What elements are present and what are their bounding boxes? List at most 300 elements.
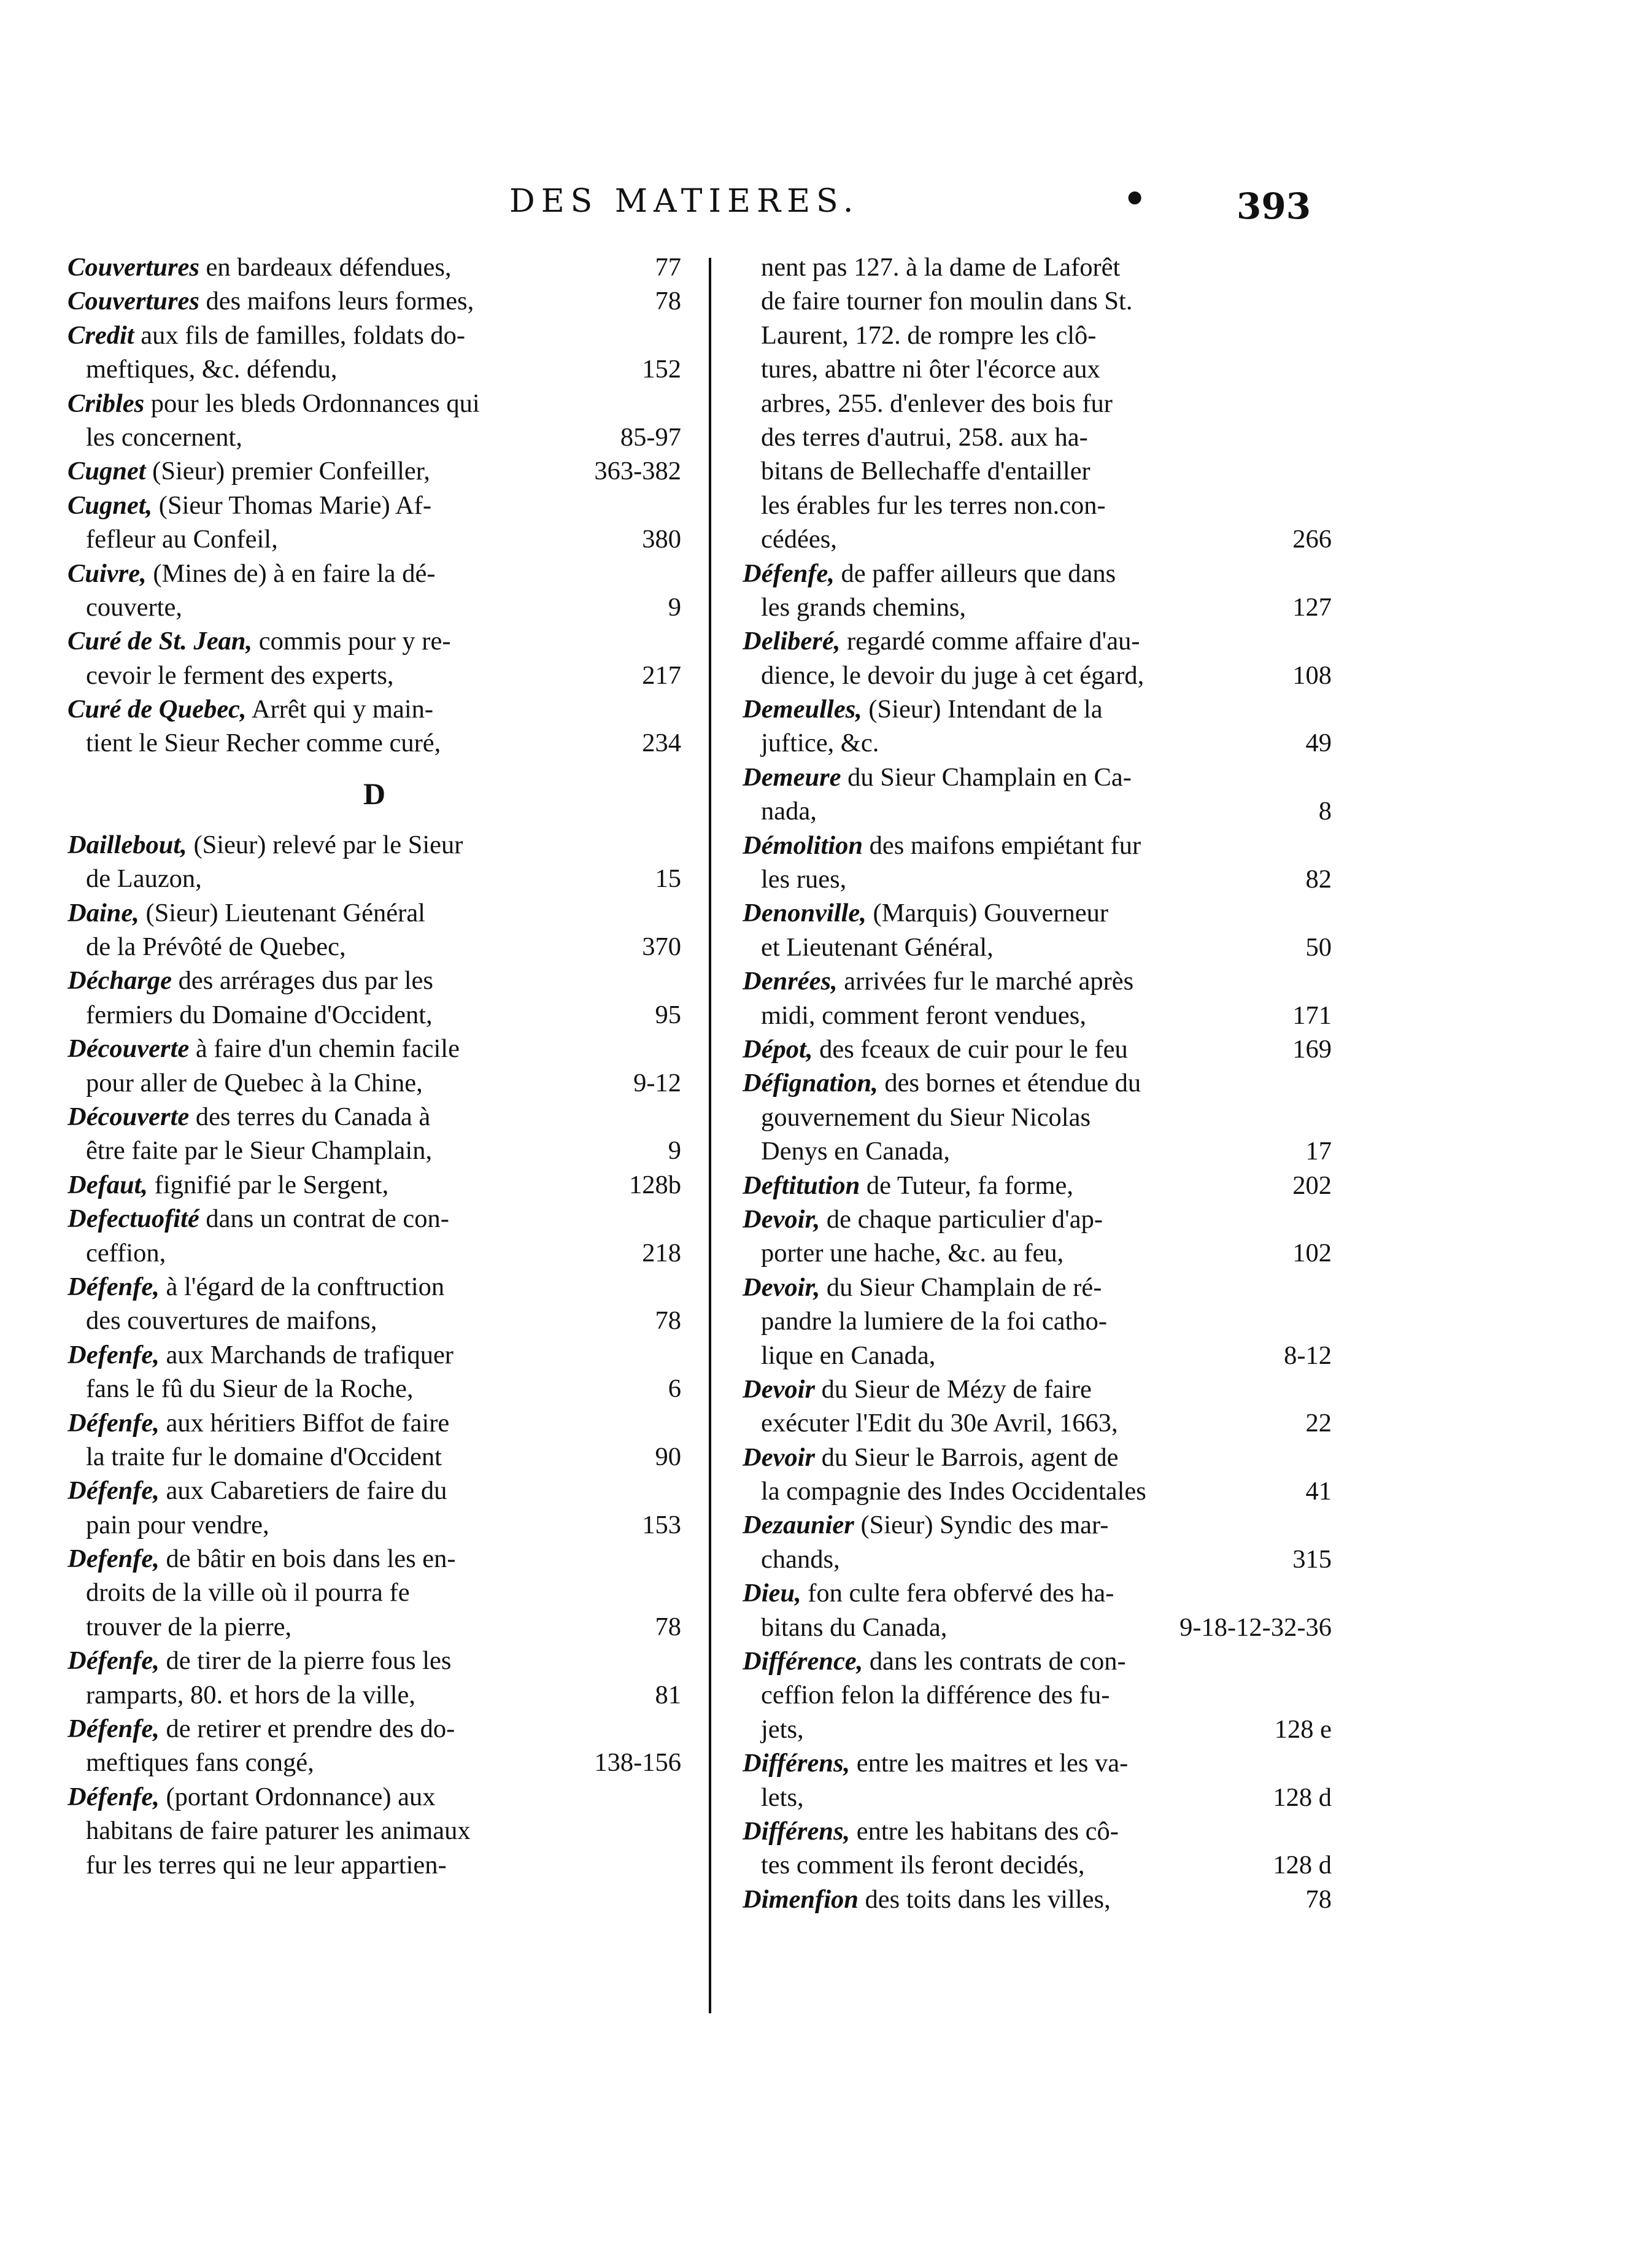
entry-text	[68, 896, 681, 930]
index-entry-line	[68, 862, 681, 896]
entry-description: les érables fur les terres non.con-	[761, 490, 1106, 520]
index-entry-line	[743, 1474, 1332, 1508]
index-entry-line	[68, 1576, 681, 1609]
entry-description: fignifié par le Sergent,	[148, 1170, 389, 1199]
entry-term: Différens,	[743, 1749, 851, 1778]
index-entry-line	[68, 896, 681, 930]
index-entry-line	[68, 590, 681, 624]
index-entry-line	[68, 1372, 681, 1406]
entry-description: exécuter l'Edit du 30e Avril, 1663,	[761, 1409, 1118, 1438]
index-entry-line	[68, 1406, 681, 1440]
entry-description: des fceaux de cuir pour le feu	[812, 1034, 1128, 1064]
entry-text	[743, 999, 1284, 1032]
entry-page-ref: 102	[1292, 1239, 1332, 1268]
index-entry-line	[743, 931, 1332, 964]
entry-description: aux fils de familles, foldats do-	[134, 320, 466, 350]
entry-term: Devoir,	[743, 1204, 820, 1234]
entry-term: Daillebout,	[68, 830, 187, 859]
index-entry-line	[743, 590, 1332, 624]
entry-description: les concernent,	[86, 422, 242, 452]
entry-text	[743, 931, 1297, 964]
entry-description: de Tuteur, fa forme,	[860, 1171, 1073, 1200]
entry-text	[68, 1134, 660, 1167]
entry-term: Défenfe,	[68, 1272, 160, 1301]
entry-text	[68, 1338, 681, 1372]
entry-term: Dezaunier	[743, 1511, 854, 1540]
entry-description: droits de la ville où il pourra fe	[86, 1578, 410, 1608]
index-entry-line	[743, 1202, 1332, 1236]
entry-text	[68, 1814, 681, 1848]
entry-text	[68, 1610, 647, 1644]
column-divider	[709, 258, 711, 2013]
index-entry-line	[68, 1236, 681, 1270]
entry-page-ref: 108	[1292, 660, 1332, 690]
entry-description: à faire d'un chemin facile	[189, 1034, 460, 1064]
entry-description: des maifons leurs formes,	[199, 287, 474, 316]
entry-description: fon culte fera obfervé des ha-	[801, 1579, 1114, 1608]
index-entry-line	[743, 964, 1332, 998]
entry-text	[68, 1848, 681, 1882]
entry-page-ref: 49	[1305, 729, 1332, 758]
index-entry-line	[743, 1543, 1332, 1576]
index-entry-line	[743, 557, 1332, 590]
entry-description: des arrérages dus par les	[171, 966, 433, 996]
entry-description: pain pour vendre,	[86, 1510, 269, 1539]
entry-page-ref: 9-18-12-32-36	[1179, 1612, 1332, 1642]
entry-text	[743, 1441, 1332, 1474]
index-entry-line	[743, 1134, 1332, 1168]
entry-description: des terres du Canada à	[189, 1102, 431, 1131]
entry-text	[68, 828, 681, 862]
entry-description: trouver de la pierre,	[86, 1612, 292, 1641]
entry-page-ref: 82	[1305, 865, 1332, 894]
entry-description: de faire tourner fon moulin dans St.	[761, 287, 1133, 316]
index-entry-line	[68, 454, 681, 488]
index-entry-line	[68, 1814, 681, 1848]
entry-text	[68, 1780, 681, 1814]
entry-page-ref: 85-97	[620, 422, 681, 452]
index-entry-line	[68, 1168, 681, 1202]
index-entry-line	[68, 964, 681, 997]
entry-term: Différence,	[743, 1647, 863, 1676]
entry-page-ref: 8-12	[1284, 1341, 1332, 1370]
entry-description: les grands chemins,	[761, 592, 967, 622]
entry-description: de bâtir en bois dans les en-	[159, 1544, 456, 1574]
entry-term: Défenfe,	[68, 1408, 160, 1438]
index-entry-line	[68, 420, 681, 454]
entry-description: dans un contrat de con-	[199, 1204, 449, 1234]
entry-page-ref: 78	[655, 1612, 681, 1641]
entry-text	[743, 1271, 1332, 1304]
entry-description: des toits dans les villes,	[858, 1884, 1111, 1914]
entry-text	[68, 998, 647, 1032]
entry-description: porter une hache, &c. au feu,	[761, 1239, 1064, 1268]
entry-description: être faite par le Sieur Champlain,	[86, 1136, 433, 1166]
index-entry-line	[743, 1576, 1332, 1610]
section-letter: D	[363, 776, 386, 811]
entry-description: Arrêt qui y main-	[246, 695, 434, 724]
entry-page-ref: 127	[1292, 592, 1332, 622]
entry-description: (Mines de) à en faire la dé-	[146, 559, 436, 588]
entry-description: arrivées fur le marché après	[837, 967, 1134, 996]
entry-term: Deliberé,	[743, 627, 841, 656]
entry-term: Daine,	[68, 898, 139, 927]
index-entry-line	[743, 1032, 1332, 1066]
entry-text	[68, 352, 633, 386]
index-entry-line	[743, 1406, 1332, 1440]
entry-text	[743, 1611, 1171, 1644]
index-entry-line	[743, 387, 1332, 420]
entry-description: bitans du Canada,	[761, 1612, 948, 1642]
entry-description: chands,	[761, 1544, 840, 1574]
entry-text	[68, 250, 647, 284]
entry-text	[743, 829, 1332, 862]
entry-page-ref: 363-382	[594, 457, 681, 486]
entry-description: les rues,	[761, 865, 847, 894]
index-entry-line	[743, 1814, 1332, 1848]
entry-description: ramparts, 80. et hors de la ville,	[86, 1680, 415, 1709]
index-entry-line	[743, 250, 1332, 284]
entry-text	[68, 1440, 647, 1474]
entry-text	[743, 1678, 1332, 1712]
index-entry-line	[68, 624, 681, 658]
entry-page-ref: 41	[1305, 1477, 1332, 1506]
index-entry-line	[68, 659, 681, 692]
entry-description: des terres d'autrui, 258. aux ha-	[761, 422, 1088, 452]
entry-description: de tirer de la pierre fous les	[159, 1646, 452, 1676]
index-entry-line	[68, 1712, 681, 1746]
entry-term: Cugnet	[68, 457, 146, 486]
entry-page-ref: 138-156	[594, 1748, 681, 1778]
entry-description: dans les contrats de con-	[863, 1647, 1126, 1676]
entry-description: (Sieur) Syndic des mar-	[854, 1511, 1109, 1540]
entry-text	[743, 1134, 1297, 1168]
index-entry-line	[743, 1508, 1332, 1542]
entry-description: commis pour y re-	[252, 627, 451, 656]
index-entry-line	[743, 454, 1332, 488]
index-entry-line	[743, 1339, 1332, 1372]
entry-term: Curé de Quebec,	[68, 695, 247, 724]
entry-text	[743, 1543, 1284, 1576]
entry-description: fans le fû du Sieur de la Roche,	[86, 1374, 414, 1404]
entry-description: Denys en Canada,	[761, 1137, 951, 1166]
index-entry-line	[68, 1134, 681, 1167]
entry-text	[743, 1474, 1297, 1508]
entry-text	[68, 659, 633, 692]
entry-text	[743, 1848, 1264, 1882]
entry-description: (Sieur) Lieutenant Général	[139, 898, 425, 927]
entry-page-ref: 128 d	[1273, 1783, 1332, 1812]
index-entry-line	[68, 489, 681, 522]
entry-description: du Sieur Champlain de ré-	[820, 1272, 1102, 1302]
entry-text	[743, 896, 1332, 930]
entry-description: meftiques fans congé,	[86, 1748, 314, 1778]
index-entry-line	[68, 1610, 681, 1644]
entry-description: fermiers du Domaine d'Occident,	[86, 1000, 433, 1029]
index-entry-line	[743, 1271, 1332, 1304]
index-column-left	[68, 250, 681, 1882]
entry-term: Devoir,	[743, 1272, 820, 1302]
index-entry-line	[68, 1508, 681, 1542]
entry-text	[68, 1066, 625, 1100]
entry-description: aux héritiers Biffot de faire	[159, 1408, 450, 1438]
index-entry-line	[68, 1270, 681, 1304]
entry-description: arbres, 255. d'enlever des bois fur	[761, 389, 1113, 418]
entry-term: Denrées,	[743, 967, 838, 996]
entry-description: (Sieur) Intendant de la	[862, 695, 1103, 724]
entry-text	[68, 1236, 633, 1270]
entry-term: Défenfe,	[743, 559, 835, 588]
entry-page-ref: 17	[1305, 1137, 1332, 1166]
entry-text	[743, 1339, 1275, 1372]
entry-description: des couvertures de maifons,	[86, 1306, 377, 1336]
entry-description: de chaque particulier d'ap-	[820, 1204, 1103, 1234]
index-entry-line	[68, 284, 681, 318]
entry-description: de retirer et prendre des do-	[159, 1714, 455, 1744]
index-entry-line	[743, 1169, 1332, 1202]
index-entry-line	[743, 692, 1332, 726]
entry-description: couverte,	[86, 592, 182, 622]
entry-page-ref: 9-12	[633, 1068, 681, 1097]
entry-description: pour aller de Quebec à la Chine,	[86, 1068, 423, 1097]
entry-page-ref: 78	[655, 287, 681, 316]
entry-text	[743, 590, 1284, 624]
entry-text	[68, 1372, 660, 1406]
entry-page-ref: 234	[642, 729, 681, 758]
entry-text	[743, 557, 1332, 590]
entry-description: (Sieur Thomas Marie) Af-	[152, 490, 431, 520]
entry-text	[743, 489, 1332, 522]
entry-term: Défenfe,	[68, 1782, 160, 1811]
index-entry-line	[68, 1338, 681, 1372]
entry-text	[743, 319, 1332, 352]
index-entry-line	[743, 1746, 1332, 1780]
entry-page-ref: 81	[655, 1680, 681, 1709]
entry-description: midi, comment feront vendues,	[761, 1001, 1086, 1030]
index-entry-line	[68, 522, 681, 556]
entry-description: juftice, &c.	[761, 729, 879, 758]
entry-page-ref: 153	[642, 1510, 681, 1539]
entry-description: pour les bleds Ordonnances qui	[144, 389, 480, 418]
entry-text	[68, 1304, 647, 1337]
index-entry-line	[743, 319, 1332, 352]
index-entry-line	[68, 1440, 681, 1474]
entry-text	[743, 284, 1332, 318]
entry-text	[743, 1781, 1264, 1814]
index-entry-line	[743, 1678, 1332, 1712]
index-entry-line	[743, 999, 1332, 1032]
index-entry-line	[68, 1474, 681, 1508]
entry-text	[743, 1101, 1332, 1134]
index-entry-line	[68, 1678, 681, 1712]
entry-text	[743, 420, 1332, 454]
entry-page-ref: 128 d	[1273, 1851, 1332, 1880]
entry-page-ref: 78	[655, 1306, 681, 1336]
page-number: 393	[1237, 185, 1311, 227]
entry-description: (Marquis) Gouverneur	[866, 899, 1109, 928]
entry-text	[743, 352, 1332, 386]
entry-text	[68, 489, 681, 522]
entry-term: Cugnet,	[68, 490, 153, 520]
entry-page-ref: 9	[668, 1136, 681, 1166]
entry-text	[68, 726, 633, 760]
entry-page-ref: 128b	[629, 1170, 681, 1199]
index-entry-line	[743, 726, 1332, 760]
entry-text	[743, 387, 1332, 420]
entry-page-ref: 8	[1318, 797, 1332, 826]
entry-page-ref: 128 e	[1274, 1714, 1332, 1744]
entry-term: Décharge	[68, 966, 172, 996]
entry-description: nada,	[761, 797, 817, 826]
entry-description: et Lieutenant Général,	[761, 932, 994, 962]
index-entry-line	[743, 1781, 1332, 1814]
entry-text	[743, 726, 1297, 760]
entry-term: Découverte	[68, 1034, 190, 1064]
running-head: DES MATIERES.	[509, 183, 860, 220]
entry-page-ref: 171	[1292, 1001, 1332, 1030]
entry-text	[68, 692, 681, 726]
entry-description: ceffion,	[86, 1238, 166, 1268]
entry-page-ref: 202	[1292, 1171, 1332, 1200]
index-entry-line	[743, 761, 1332, 794]
entry-description: entre les maitres et les va-	[850, 1749, 1129, 1778]
entry-text	[743, 1508, 1332, 1542]
entry-term: Défignation,	[743, 1069, 878, 1098]
entry-text	[68, 1270, 681, 1304]
index-entry-line	[68, 319, 681, 352]
entry-text	[743, 1169, 1284, 1202]
entry-term: Défenfe,	[68, 1476, 160, 1506]
entry-description: meftiques, &c. défendu,	[86, 355, 338, 384]
index-entry-line	[743, 659, 1332, 692]
entry-term: Démolition	[743, 830, 863, 860]
index-entry-line	[68, 557, 681, 590]
entry-text	[68, 624, 681, 658]
entry-term: Découverte	[68, 1102, 190, 1131]
entry-page-ref: 266	[1292, 525, 1332, 554]
entry-text	[743, 964, 1332, 998]
entry-text	[743, 454, 1332, 488]
index-entry-line	[743, 284, 1332, 318]
entry-description: du Sieur de Mézy de faire	[815, 1374, 1092, 1404]
index-entry-line	[68, 1542, 681, 1576]
entry-text	[743, 522, 1284, 556]
entry-term: Dieu,	[743, 1579, 801, 1608]
entry-text	[68, 387, 681, 420]
index-entry-line	[743, 1236, 1332, 1270]
entry-text	[68, 1712, 681, 1746]
entry-page-ref: 218	[642, 1238, 681, 1268]
entry-description: cevoir le ferment des experts,	[86, 660, 394, 690]
entry-term: Devoir	[743, 1442, 816, 1472]
entry-description: cédées,	[761, 525, 837, 554]
entry-text	[743, 1032, 1284, 1066]
index-entry-line	[68, 1202, 681, 1236]
entry-page-ref: 78	[1305, 1884, 1332, 1914]
index-entry-line	[68, 1304, 681, 1337]
index-entry-line	[68, 1848, 681, 1882]
index-entry-line	[743, 1372, 1332, 1406]
entry-text	[743, 794, 1310, 828]
index-entry-line	[68, 1746, 681, 1779]
index-entry-line	[68, 1066, 681, 1100]
entry-page-ref: 15	[655, 864, 681, 894]
entry-description: fefleur au Confeil,	[86, 525, 278, 554]
entry-description: nent pas 127. à la dame de Laforêt	[761, 253, 1121, 282]
index-entry-line	[743, 862, 1332, 896]
index-entry-line	[743, 1304, 1332, 1338]
entry-term: Dépot,	[743, 1034, 813, 1064]
entry-text	[743, 1236, 1284, 1270]
entry-term: Couvertures	[68, 287, 199, 316]
entry-term: Dimenfion	[743, 1884, 859, 1914]
entry-text	[68, 1542, 681, 1576]
entry-text	[68, 862, 647, 896]
entry-text	[68, 1678, 647, 1712]
entry-description: du Sieur le Barrois, agent de	[815, 1442, 1119, 1472]
entry-page-ref: 50	[1305, 932, 1332, 962]
index-entry-line	[68, 1032, 681, 1066]
entry-text	[743, 624, 1332, 658]
entry-text	[68, 1406, 681, 1440]
entry-description: des maifons empiétant fur	[862, 830, 1141, 860]
entry-term: Devoir	[743, 1374, 816, 1404]
entry-description: (Sieur) premier Confeiller,	[145, 457, 430, 486]
entry-description: habitans de faire paturer les animaux	[86, 1816, 471, 1846]
index-column-right	[743, 250, 1332, 1916]
entry-description: regardé comme affaire d'au-	[840, 627, 1140, 656]
entry-term: Défenfe,	[68, 1646, 160, 1676]
entry-description: ceffion felon la différence des fu-	[761, 1681, 1110, 1710]
entry-description: jets,	[761, 1714, 804, 1744]
entry-term: Deftitution	[743, 1171, 860, 1200]
entry-text	[743, 692, 1332, 726]
index-entry-line	[743, 1101, 1332, 1134]
entry-page-ref: 6	[668, 1374, 681, 1404]
entry-text	[743, 1576, 1332, 1610]
entry-description: fur les terres qui ne leur appartien-	[86, 1850, 447, 1879]
index-entry-line	[68, 1100, 681, 1134]
index-entry-line	[743, 1611, 1332, 1644]
entry-term: Défenfe,	[68, 1714, 160, 1744]
entry-text	[68, 454, 585, 488]
index-entry-line	[743, 794, 1332, 828]
entry-term: Defaut,	[68, 1170, 149, 1199]
entry-page-ref: 380	[642, 525, 681, 554]
entry-description: la traite fur le domaine d'Occident	[86, 1442, 442, 1471]
entry-description: entre les habitans des cô-	[850, 1816, 1119, 1846]
index-entry-line	[743, 522, 1332, 556]
index-entry-line	[743, 896, 1332, 930]
entry-text	[68, 590, 660, 624]
entry-term: Curé de St. Jean,	[68, 627, 253, 656]
entry-term: Demeulles,	[743, 695, 862, 724]
entry-term: Couvertures	[68, 253, 199, 282]
entry-description: de Lauzon,	[86, 864, 202, 894]
entry-page-ref: 77	[655, 253, 681, 282]
entry-page-ref: 22	[1305, 1409, 1332, 1438]
entry-text	[743, 659, 1284, 692]
entry-page-ref: 90	[655, 1442, 681, 1471]
entry-description: à l'égard de la conftruction	[159, 1272, 445, 1301]
index-entry-line	[68, 726, 681, 760]
entry-page-ref: 95	[655, 1000, 681, 1029]
index-entry-line	[743, 1848, 1332, 1882]
entry-description: lets,	[761, 1783, 804, 1812]
entry-page-ref: 152	[642, 355, 681, 384]
entry-description: bitans de Bellechaffe d'entailler	[761, 457, 1090, 486]
entry-term: Defenfe,	[68, 1544, 160, 1574]
